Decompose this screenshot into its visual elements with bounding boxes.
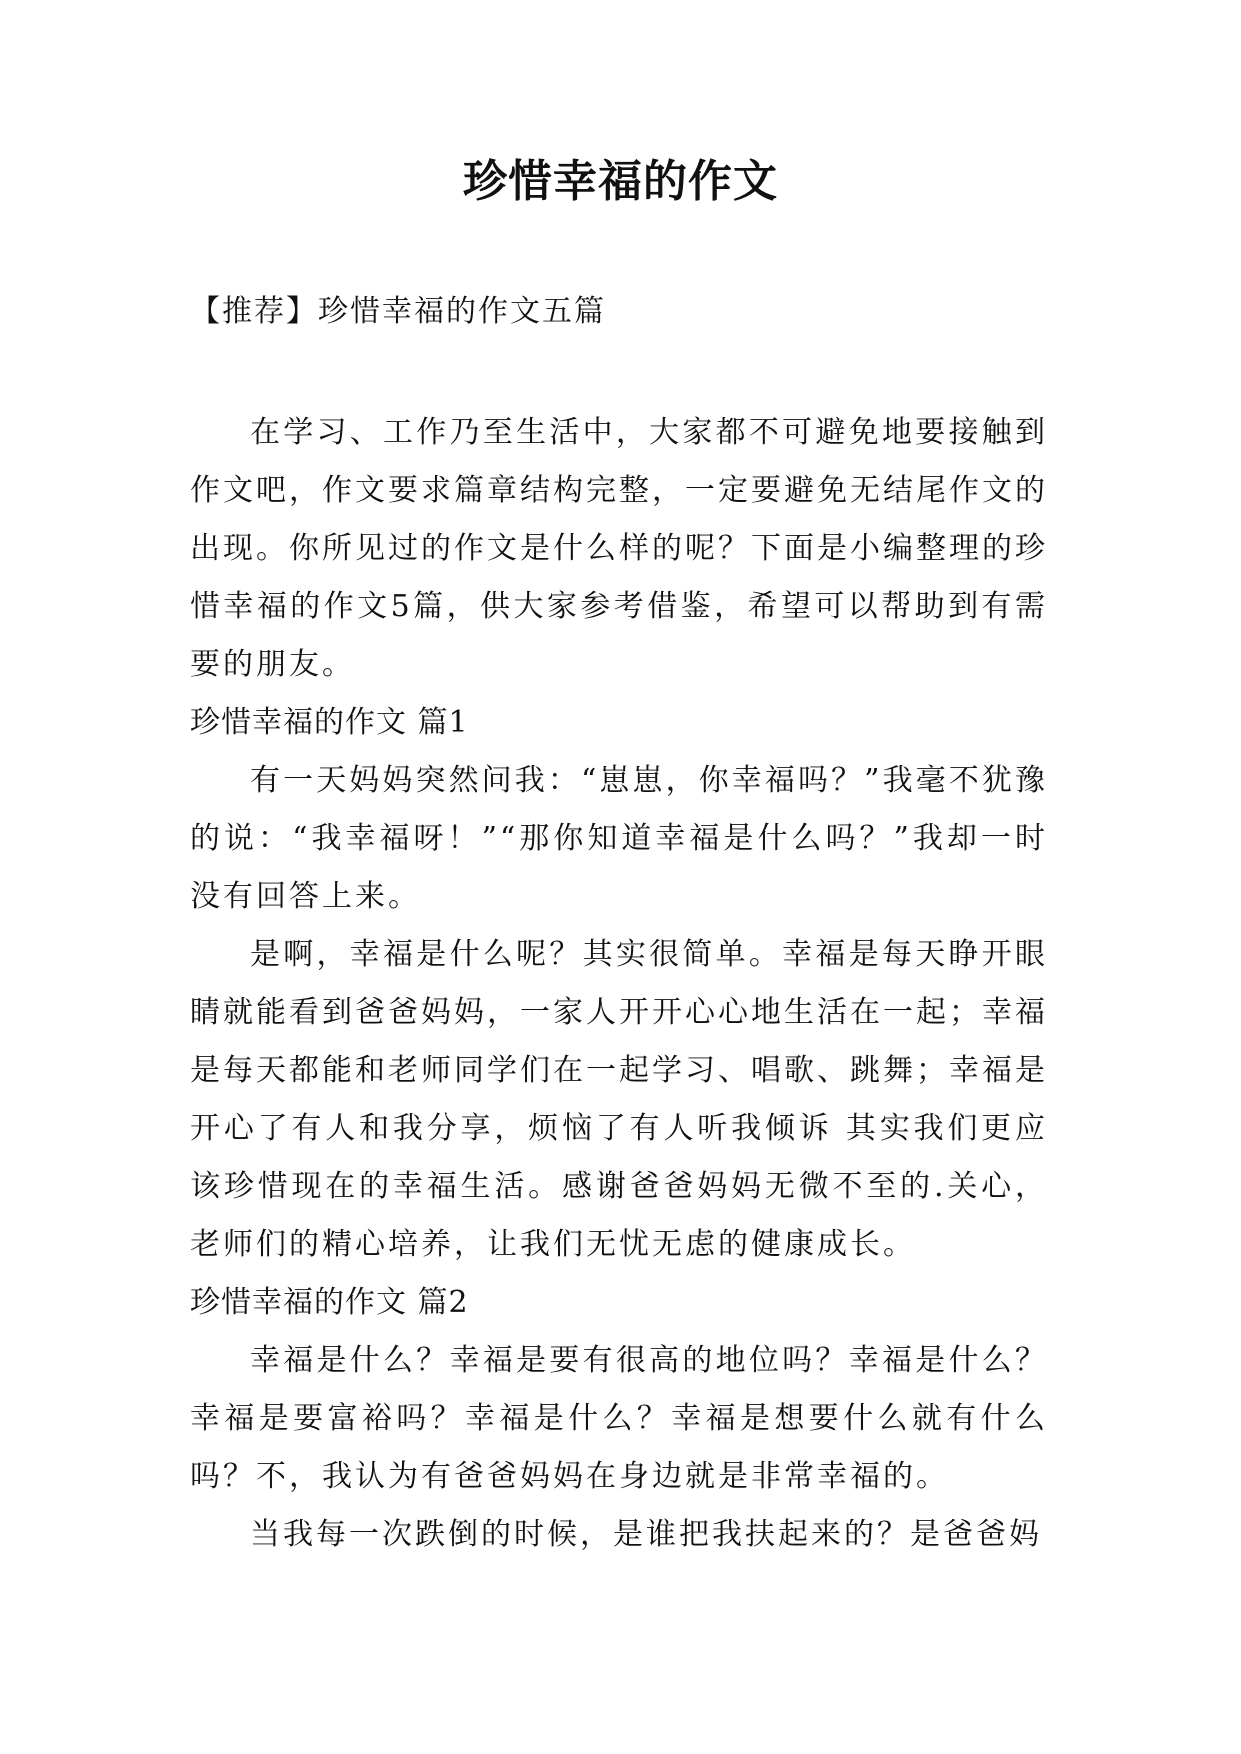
- section-2-paragraph-1: 幸福是什么？幸福是要有很高的地位吗？幸福是什么？幸福是要富裕吗？幸福是什么？幸福是想要什么就有什么吗？不，我认为有爸爸妈妈在身边就是非常幸福的。: [190, 1343, 1048, 1494]
- document-title: 珍惜幸福的作文: [463, 156, 778, 207]
- document-subtitle: 【推荐】珍惜幸福的作文五篇: [190, 294, 606, 329]
- intro-paragraph: 在学习、工作乃至生活中，大家都不可避免地要接触到作文吧，作文要求篇章结构完整，一定要避免无结尾作文的出现。你所见过的作文是什么样的呢？下面是小编整理的珍惜幸福的作文5篇，供大家参考借鉴，希望可以帮助到有需要的朋友。: [190, 415, 1048, 682]
- section-1-paragraph-2: 是啊，幸福是什么呢？其实很简单。幸福是每天睁开眼睛就能看到爸爸妈妈，一家人开开心心地生活在一起；幸福是每天都能和老师同学们在一起学习、唱歌、跳舞；幸福是开心了有人和我分享，烦恼了有人听我倾诉 其实我们更应该珍惜现在的幸福生活。感谢爸爸妈妈无微不至的.关心，老师们的精心培养，让我们无忧无虑的健康成长。: [190, 937, 1048, 1262]
- section-1-paragraph-1: 有一天妈妈突然问我：“崽崽，你幸福吗？”我毫不犹豫的说：“我幸福呀！”“那你知道幸福是什么吗？”我却一时没有回答上来。: [190, 763, 1048, 914]
- section-2-paragraph-2: 当我每一次跌倒的时候，是谁把我扶起来的？是爸爸妈: [250, 1517, 1042, 1552]
- section-heading-2: 珍惜幸福的作文 篇2: [190, 1285, 469, 1320]
- document-body: [190, 404, 1048, 1564]
- section-heading-1: 珍惜幸福的作文 篇1: [190, 705, 469, 740]
